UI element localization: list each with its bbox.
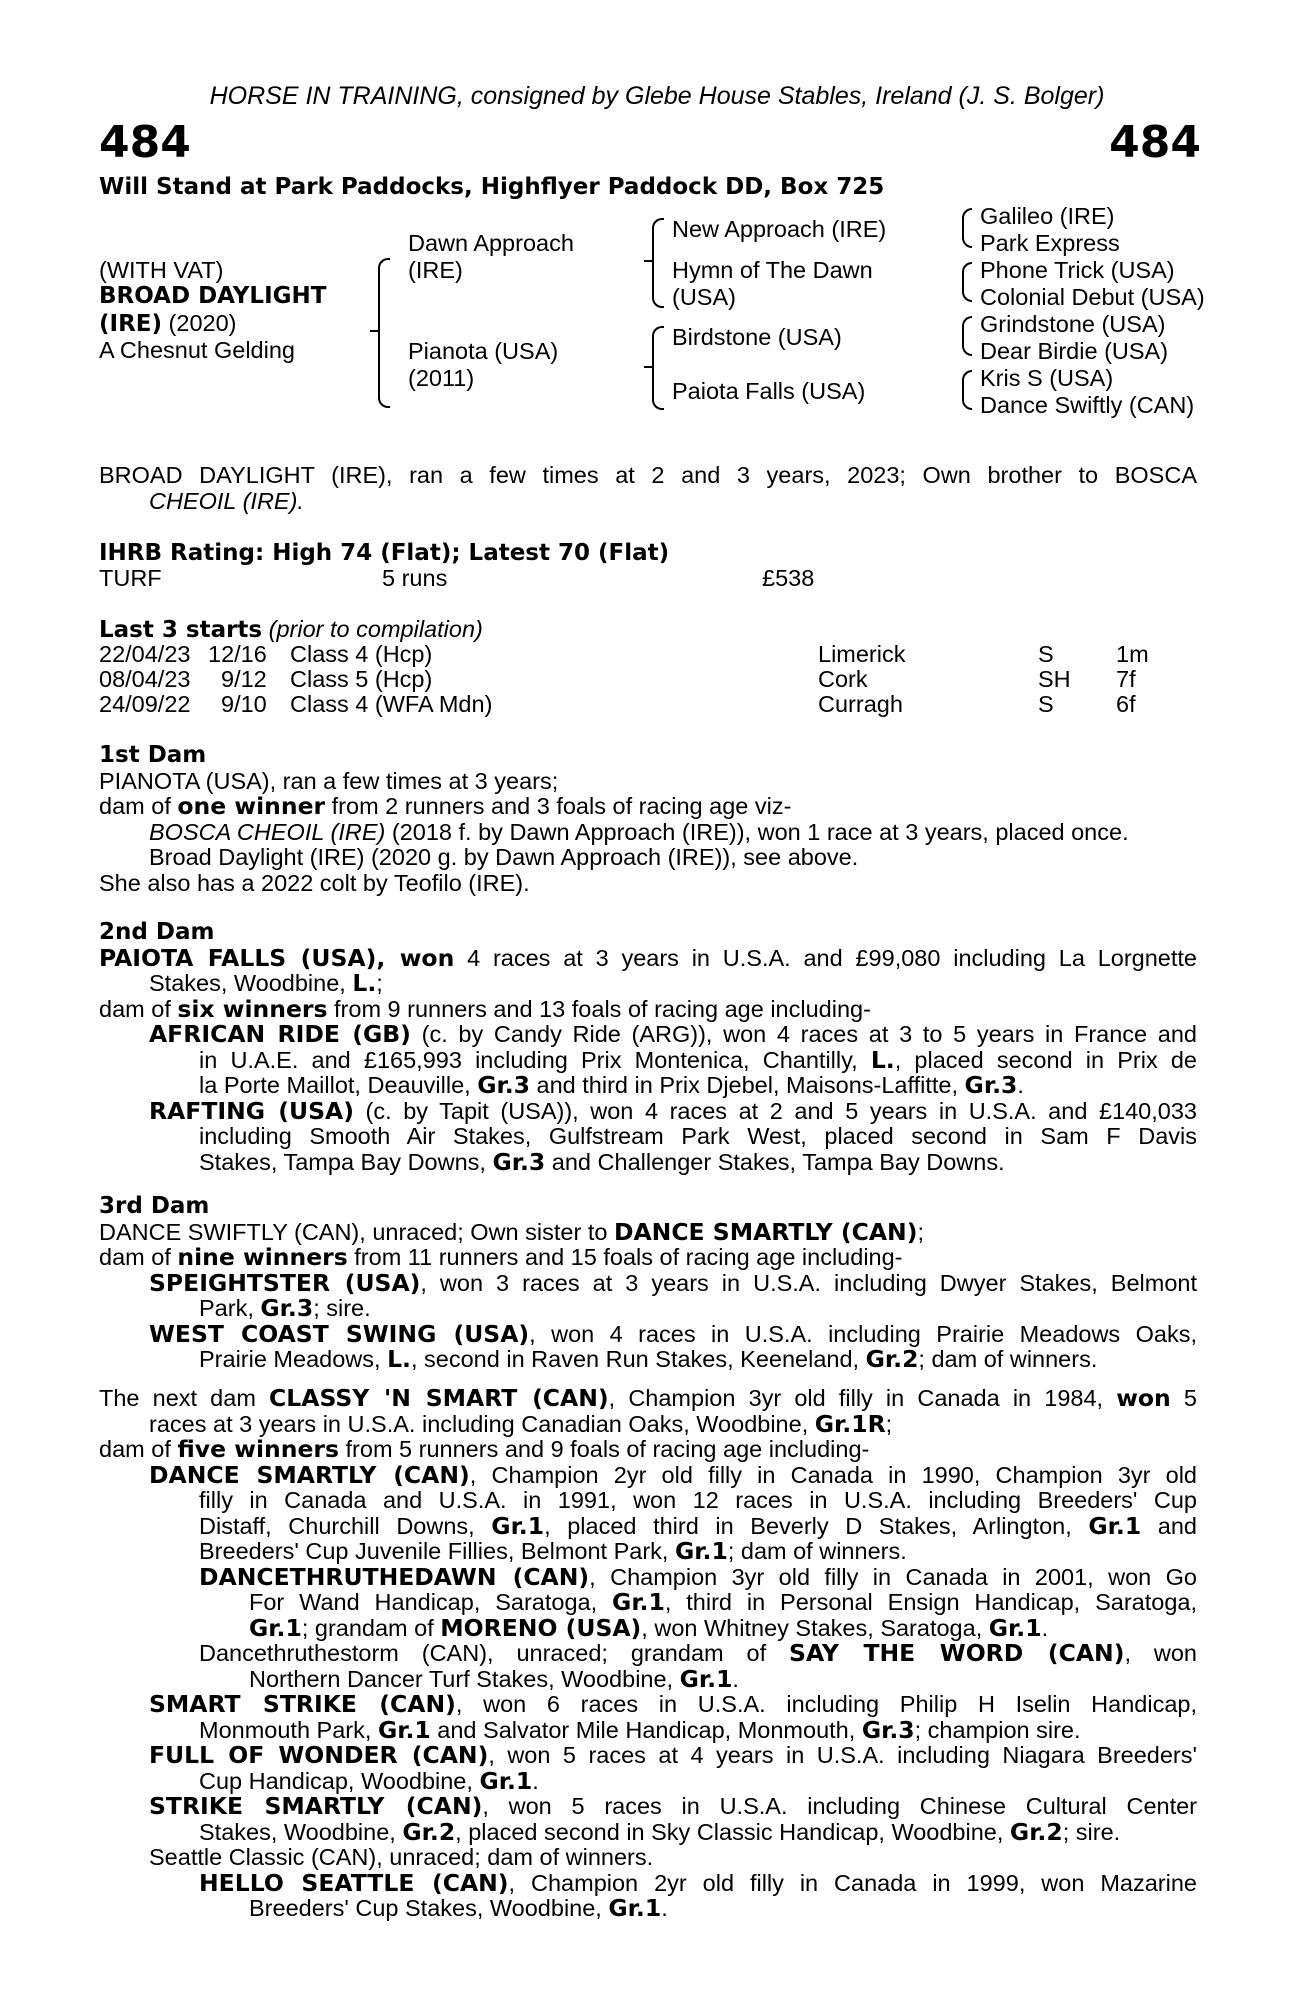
start-distance: 6f	[1116, 691, 1136, 717]
text-run: dam of	[99, 793, 178, 819]
progeny-line	[99, 1268, 1197, 1297]
text-run: ; grandam of	[301, 1614, 441, 1641]
section-heading: 1st Dam	[99, 742, 207, 768]
progeny-line	[99, 1022, 1197, 1048]
great-grandparent: Colonial Debut (USA)	[980, 284, 1205, 310]
grade: L.	[870, 1045, 895, 1074]
second-dam-section	[99, 920, 1197, 1175]
grade: Gr.1	[479, 1766, 533, 1795]
grade: Gr.1	[249, 1613, 302, 1642]
text-run: dam of	[99, 1436, 178, 1462]
dam-bracket	[652, 326, 664, 410]
dam-line	[99, 971, 1197, 997]
progeny-name: FULL OF WONDER (CAN)	[149, 1741, 489, 1769]
text-run: 5	[1170, 1385, 1198, 1411]
text-run: ; sire.	[313, 1295, 371, 1321]
dam-bracket-point	[644, 366, 652, 368]
text-run: and Salvator Mile Handicap, Monmouth,	[430, 1716, 862, 1743]
grade: Gr.1	[679, 1664, 733, 1693]
progeny-name: HELLO SEATTLE (CAN)	[199, 1868, 509, 1897]
rating-surface: TURF	[99, 565, 162, 591]
text-run: , won 5 races in U.S.A. including Chinese Cultural Center	[482, 1793, 1198, 1819]
winner-count: nine winners	[177, 1243, 348, 1271]
progeny-line	[99, 1743, 1197, 1769]
text-run: Breeders' Cup Juvenile Fillies, Belmont Park,	[199, 1538, 675, 1564]
text-run: Dancethruthestorm (CAN), unraced; grandam of	[199, 1640, 790, 1666]
text-run: , placed second in Prix de	[894, 1046, 1198, 1073]
text-run: in U.A.E. and £165,993 including Prix Montenica, Chantilly,	[199, 1046, 871, 1073]
grade: Gr.2	[402, 1817, 456, 1846]
text-run: (c. by Candy Ride (ARG)), won 4 races at 3 to 5 years in France and	[410, 1021, 1198, 1047]
progeny-line	[99, 1319, 1197, 1348]
text-run: .	[1017, 1072, 1024, 1098]
text-run: Northern Dancer Turf Stakes, Woodbine,	[249, 1665, 680, 1692]
gp-bracket-1	[962, 208, 972, 248]
text-run: Park,	[199, 1295, 261, 1321]
progeny-line	[99, 1096, 1197, 1125]
dam-line	[99, 1217, 1197, 1246]
text-run: For Wand Handicap, Saratoga,	[249, 1589, 613, 1615]
grade: Gr.1	[1088, 1511, 1142, 1540]
grade: Gr.1	[988, 1613, 1042, 1642]
dam-name: CLASSY 'N SMART (CAN)	[269, 1384, 609, 1412]
summary-line: CHEOIL (IRE).	[149, 487, 304, 514]
progeny-line	[99, 1347, 1197, 1373]
grade: Gr.3	[492, 1147, 546, 1176]
progeny-name: STRIKE SMARTLY (CAN)	[149, 1792, 483, 1820]
text-run: , won 3 races at 3 years in U.S.A. including Dwyer Stakes, Belmont	[420, 1269, 1197, 1296]
progeny-line	[99, 1692, 1197, 1718]
progeny-line	[99, 1896, 1197, 1922]
text-run: (2018 f. by Dawn Approach (IRE)), won 1 race at 3 years, placed once.	[385, 818, 1129, 845]
gp-bracket-2	[962, 262, 972, 302]
text-run: from 11 runners and 15 foals of racing age including-	[347, 1244, 903, 1270]
great-grandparent: Kris S (USA)	[980, 365, 1114, 391]
great-grandparent: Dear Birdie (USA)	[980, 338, 1169, 364]
progeny-line	[99, 1045, 1198, 1074]
progeny-line	[99, 1539, 1197, 1565]
progeny-line	[99, 1641, 1197, 1667]
progeny-line	[99, 1590, 1197, 1616]
grade: Gr.3	[861, 1715, 915, 1744]
start-position: 9/12	[221, 666, 267, 692]
grade: Gr.1R	[814, 1409, 886, 1438]
text-run: la Porte Maillot, Deauville,	[199, 1072, 478, 1098]
start-position: 12/16	[208, 641, 267, 667]
progeny-line: filly in Canada and U.S.A. in 1991, won 12 races in U.S.A. including Breeders' Cup	[199, 1487, 1197, 1513]
text-run: , Champion 2yr old filly in Canada in 1990, Champion 3yr old	[469, 1461, 1197, 1488]
text-run: Distaff, Churchill Downs,	[199, 1512, 492, 1539]
dam-line: PIANOTA (USA), ran a few times at 3 years;	[99, 767, 559, 794]
gp-bracket-4	[962, 370, 972, 410]
text-run: from 9 runners and 13 foals of racing age including-	[327, 995, 871, 1022]
text-run: , Champion 3yr old filly in Canada in 1984,	[608, 1385, 1117, 1411]
start-class: Class 4 (Hcp)	[290, 641, 433, 667]
text-run: races at 3 years in U.S.A. including Canadian Oaks, Woodbine,	[149, 1410, 815, 1437]
text-run: Cup Handicap, Woodbine,	[199, 1767, 480, 1794]
great-grandparent: Dance Swiftly (CAN)	[980, 392, 1195, 418]
third-dam-section	[99, 1194, 1197, 1373]
progeny-name: WEST COAST SWING (USA)	[149, 1319, 530, 1348]
text-run: .	[1041, 1614, 1049, 1641]
progeny-name: AFRICAN RIDE (GB)	[149, 1020, 411, 1048]
progeny-line	[99, 1296, 1197, 1322]
progeny-name: BOSCA CHEOIL (IRE)	[149, 818, 386, 845]
text-run: .	[732, 1665, 739, 1692]
start-position: 9/10	[221, 691, 267, 717]
gp-bracket-3	[962, 316, 972, 356]
start-class: Class 4 (WFA Mdn)	[290, 691, 493, 717]
text-run: Stakes, Tampa Bay Downs,	[199, 1148, 493, 1175]
text-run: , placed second in Sky Classic Handicap, Woodbine,	[455, 1818, 1010, 1845]
progeny-line	[99, 1147, 1197, 1176]
progeny-line	[99, 1817, 1197, 1846]
lot-number-left: 484	[99, 117, 191, 168]
text-run: dam of	[99, 1244, 178, 1270]
progeny-line	[99, 1073, 1197, 1099]
progeny-line	[99, 1664, 1197, 1693]
text-run: , Champion 2yr old filly in Canada in 1999, won Mazarine	[508, 1869, 1197, 1896]
text-run: , second in Raven Run Stakes, Keeneland,	[410, 1346, 866, 1372]
text-run: from 2 runners and 3 foals of racing age viz-	[325, 793, 792, 819]
start-date: 24/09/22	[99, 691, 191, 717]
progeny-line	[99, 1613, 1197, 1642]
text-run: ; sire.	[1062, 1818, 1121, 1845]
pedigree-bracket-point	[370, 330, 378, 332]
dam-line	[99, 1245, 1197, 1271]
starts-heading: Last 3 starts	[99, 617, 263, 643]
rating-runs: 5 runs	[382, 565, 448, 591]
start-going: S	[1038, 691, 1054, 717]
start-date: 22/04/23	[99, 641, 191, 667]
text-run: , won 6 races in U.S.A. including Philip H Iselin Handicap,	[455, 1691, 1197, 1717]
grade: Gr.2	[865, 1345, 919, 1373]
text-run: 4 races at 3 years in U.S.A. and £99,080 including La Lorgnette	[454, 944, 1197, 971]
text-run: (c. by Tapit (USA)), won 4 races at 2 and 5 years in U.S.A. and £140,033	[353, 1097, 1197, 1124]
progeny-name: SPEIGHTSTER (USA)	[149, 1268, 421, 1297]
text-run: Monmouth Park,	[199, 1716, 378, 1743]
progeny-line	[99, 820, 1197, 846]
start-going: SH	[1038, 666, 1071, 692]
grade: Gr.3	[477, 1071, 531, 1099]
text-run: dam of	[99, 995, 178, 1022]
text-run: Stakes, Woodbine,	[199, 1818, 403, 1845]
fourth-dam-section	[99, 1386, 1197, 1922]
progeny-line	[99, 1868, 1197, 1897]
first-dam-section	[99, 743, 1197, 896]
sire-sire: New Approach (IRE)	[672, 216, 887, 242]
text-run: , won Whitney Stakes, Saratoga,	[641, 1614, 989, 1641]
progeny-line	[99, 1511, 1197, 1540]
progeny-name: MORENO (USA)	[440, 1613, 642, 1642]
sire-country: (IRE)	[408, 257, 463, 283]
grade: L.	[387, 1345, 411, 1373]
related-name: DANCE SMARTLY (CAN)	[613, 1217, 918, 1246]
section-heading: 3rd Dam	[99, 1193, 210, 1219]
start-course: Curragh	[818, 691, 903, 717]
start-distance: 1m	[1116, 641, 1149, 667]
progeny-line	[99, 1766, 1197, 1795]
sire-dam-name: Hymn of The Dawn	[672, 257, 873, 283]
text-run: ;	[885, 1410, 893, 1437]
sire-dam-country: (USA)	[672, 284, 736, 310]
start-course: Cork	[818, 666, 868, 692]
grade: Gr.1	[612, 1588, 665, 1616]
text-run: ;	[376, 970, 383, 996]
lot-number-right: 484	[1109, 117, 1201, 168]
horse-country: (IRE)	[99, 311, 163, 337]
grade: Gr.1	[377, 1715, 431, 1744]
progeny-name: SAY THE WORD (CAN)	[789, 1639, 1125, 1667]
dam-line: She also has a 2022 colt by Teofilo (IRE).	[99, 869, 530, 896]
great-grandparent: Phone Trick (USA)	[980, 257, 1175, 283]
dam-line	[99, 1437, 1197, 1463]
pedigree-bracket	[378, 258, 390, 408]
dam-year: (2011)	[408, 365, 475, 391]
text-run: Breeders' Cup Stakes, Woodbine,	[249, 1895, 609, 1921]
progeny-line	[99, 1460, 1197, 1489]
progeny-name: DANCETHRUTHEDAWN (CAN)	[199, 1562, 590, 1591]
text-run: , won 5 races at 4 years in U.S.A. including Niagara Breeders'	[488, 1742, 1197, 1768]
dam-dam: Paiota Falls (USA)	[672, 378, 866, 404]
dam-line	[99, 794, 1197, 820]
great-grandparent: Park Express	[980, 230, 1120, 256]
text-run: DANCE SWIFTLY (CAN), unraced; Own sister to	[99, 1218, 614, 1245]
sire-bracket	[652, 218, 664, 308]
text-run: ; champion sire.	[914, 1716, 1081, 1743]
sire-name: Dawn Approach	[408, 230, 574, 256]
progeny-line: Broad Daylight (IRE) (2020 g. by Dawn Approach (IRE)), see above.	[149, 844, 859, 870]
text-run: .	[532, 1767, 539, 1794]
horse-summary	[99, 463, 1197, 514]
grade: Gr.2	[1009, 1817, 1063, 1846]
start-distance: 7f	[1116, 666, 1136, 692]
grade: Gr.3	[260, 1294, 314, 1322]
text-run: .	[661, 1895, 668, 1921]
winner-count: six winners	[177, 994, 328, 1023]
progeny-line: including Smooth Air Stakes, Gulfstream Park West, placed second in Sam F Davis	[199, 1123, 1197, 1149]
great-grandparent: Galileo (IRE)	[980, 203, 1115, 229]
winner-count: one winner	[177, 792, 326, 820]
horse-description: A Chesnut Gelding	[99, 337, 295, 363]
dam-line	[99, 1409, 1197, 1438]
progeny-line: Seattle Classic (CAN), unraced; dam of winners.	[149, 1844, 654, 1870]
text-run: and	[1141, 1512, 1197, 1539]
grade: L.	[352, 969, 377, 997]
text-run: ,	[376, 943, 400, 972]
summary-line: BROAD DAYLIGHT (IRE), ran a few times at 2 and 3 years, 2023; Own brother to BOSCA	[99, 462, 1197, 488]
dam-name: PAIOTA FALLS (USA)	[99, 943, 377, 972]
vat-note: (WITH VAT)	[99, 257, 224, 283]
text-run: won	[1116, 1384, 1171, 1412]
dam-name: Pianota (USA)	[408, 338, 559, 364]
text-run: Stakes, Woodbine,	[149, 970, 353, 996]
text-run: ; dam of winners.	[727, 1538, 907, 1564]
text-run: from 5 runners and 9 foals of racing age including-	[338, 1436, 870, 1462]
progeny-name: RAFTING (USA)	[149, 1096, 354, 1125]
great-grandparent: Grindstone (USA)	[980, 311, 1166, 337]
grade: Gr.1	[675, 1537, 728, 1565]
dam-line	[99, 1386, 1197, 1412]
dam-sire: Birdstone (USA)	[672, 324, 842, 350]
text-run: and third in Prix Djebel, Maisons-Laffitte,	[530, 1072, 965, 1098]
progeny-name: SMART STRIKE (CAN)	[149, 1690, 456, 1718]
grade: Gr.1	[491, 1511, 545, 1540]
start-going: S	[1038, 641, 1054, 667]
horse-name-suffix	[99, 311, 236, 338]
text-run: and Challenger Stakes, Tampa Bay Downs.	[545, 1148, 1005, 1175]
start-course: Limerick	[818, 641, 906, 667]
starts-note: (prior to compilation)	[262, 616, 483, 642]
grade: Gr.3	[964, 1071, 1018, 1099]
dam-line	[99, 994, 1197, 1023]
start-class: Class 5 (Hcp)	[290, 666, 433, 692]
text-run: , Champion 3yr old filly in Canada in 2001, won Go	[589, 1563, 1197, 1590]
text-run: , won	[1124, 1640, 1197, 1666]
text-run: ;	[917, 1218, 924, 1245]
text-run: Prairie Meadows,	[199, 1346, 388, 1372]
text-run: , placed third in Beverly D Stakes, Arlington,	[544, 1512, 1089, 1539]
progeny-name: DANCE SMARTLY (CAN)	[149, 1460, 470, 1489]
grade: Gr.1	[608, 1894, 662, 1922]
text-run: The next dam	[99, 1385, 270, 1411]
consignment-line: HORSE IN TRAINING, consigned by Glebe House Stables, Ireland (J. S. Bolger)	[209, 82, 1105, 110]
rating-earnings: £538	[762, 565, 815, 591]
start-date: 08/04/23	[99, 666, 191, 692]
horse-name: BROAD DAYLIGHT	[99, 283, 327, 309]
section-heading: 2nd Dam	[99, 919, 215, 945]
progeny-line	[99, 1794, 1197, 1820]
text-run: won	[399, 943, 455, 972]
starts-heading-line	[99, 617, 483, 644]
dam-line	[99, 943, 1197, 972]
rating-heading: IHRB Rating: High 74 (Flat); Latest 70 (Flat)	[99, 540, 670, 566]
winner-count: five winners	[177, 1435, 339, 1463]
progeny-line	[99, 1715, 1197, 1744]
sire-bracket-point	[644, 260, 652, 262]
progeny-line	[99, 1562, 1197, 1591]
text-run: , won 4 races in U.S.A. including Prairie Meadows Oaks,	[529, 1320, 1197, 1347]
stand-location: Will Stand at Park Paddocks, Highflyer Paddock DD, Box 725	[99, 174, 885, 200]
text-run: , third in Personal Ensign Handicap, Saratoga,	[664, 1589, 1197, 1615]
horse-year: (2020)	[162, 310, 237, 336]
text-run: ; dam of winners.	[918, 1346, 1098, 1372]
